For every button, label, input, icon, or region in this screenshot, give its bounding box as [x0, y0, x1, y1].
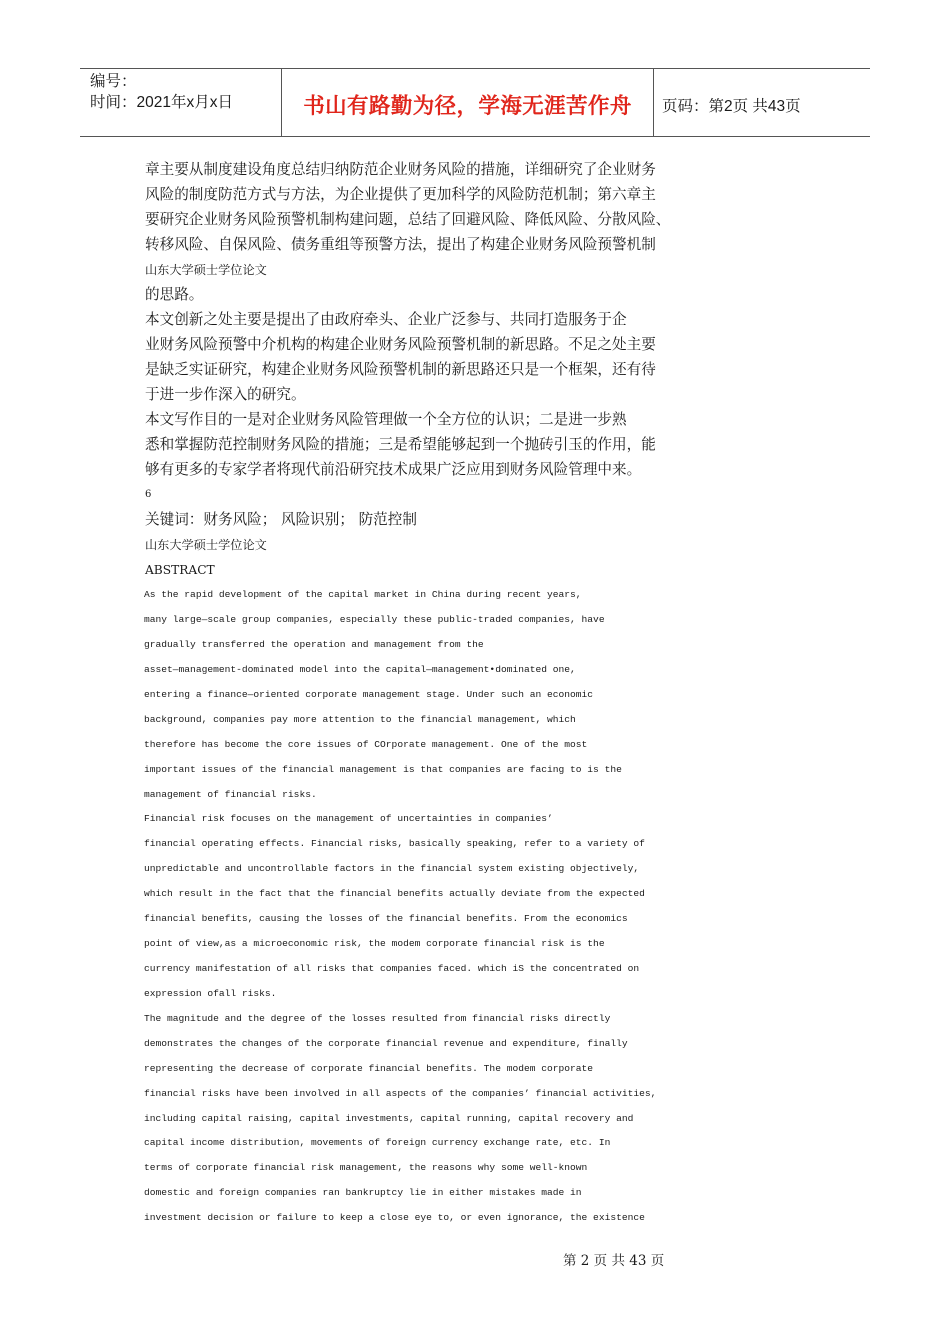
- body-line: 业财务风险预警中介机构的构建企业财务风险预警机制的新思路。不足之处主要: [145, 336, 656, 353]
- abstract-line: domestic and foreign companies ran bankruptcy lie in either mistakes made in: [144, 1187, 582, 1198]
- body-line: 够有更多的专家学者将现代前沿研究技术成果广泛应用到财务风险管理中来。: [145, 461, 642, 478]
- body-line: 本文写作目的一是对企业财务风险管理做一个全方位的认识；二是进一步熟: [145, 411, 627, 428]
- abstract-line: demonstrates the changes of the corporate financial revenue and expenditure, finally: [144, 1038, 628, 1049]
- body-line: 本文创新之处主要是提出了由政府牵头、企业广泛参与、共同打造服务于企: [145, 311, 627, 328]
- page-footer: 第 2 页 共 43 页: [563, 1253, 665, 1269]
- abstract-line: asset—management-dominated model into the capital—management•dominated one,: [144, 664, 576, 675]
- header-page-cell: [654, 69, 870, 136]
- document-number-label: 编号：: [90, 73, 137, 90]
- abstract-line: gradually transferred the operation and management from the: [144, 639, 484, 650]
- body-line: 转移风险、自保风险、债务重组等预警方法，提出了构建企业财务风险预警机制: [145, 236, 656, 253]
- running-head: 山东大学硕士学位论文: [145, 538, 267, 552]
- body-line: 于进一步作深入的研究。: [145, 386, 306, 403]
- abstract-line: capital income distribution, movements of foreign currency exchange rate, etc. In: [144, 1137, 611, 1148]
- abstract-line: entering a finance—oriented corporate management stage. Under such an economic: [144, 689, 594, 700]
- body-line: 悉和掌握防范控制财务风险的措施；三是希望能够起到一个抛砖引玉的作用，能: [145, 436, 656, 453]
- body-line: 风险的制度防范方式与方法，为企业提供了更加科学的风险防范机制；第六章主: [145, 186, 656, 203]
- header-motto-cell: [281, 69, 654, 136]
- abstract-line: terms of corporate financial risk management, the reasons why some well-known: [144, 1162, 588, 1173]
- abstract-line: point of view,as a microeconomic risk, the modem corporate financial risk is the: [144, 938, 605, 949]
- abstract-line: As the rapid development of the capital market in China during recent years,: [144, 589, 582, 600]
- abstract-line: background, companies pay more attention to the financial management, which: [144, 714, 576, 725]
- abstract-line: financial risks have been involved in all aspects of the companies’ financial activities,: [144, 1088, 657, 1099]
- abstract-line: management of financial risks.: [144, 789, 317, 800]
- abstract-line: many large—scale group companies, especially these public-traded companies, have: [144, 614, 605, 625]
- abstract-line: Financial risk focuses on the management of uncertainties in companies’: [144, 813, 553, 824]
- running-head: 山东大学硕士学位论文: [145, 263, 267, 277]
- abstract-line: investment decision or failure to keep a close eye to, or even ignorance, the existence: [144, 1212, 645, 1223]
- abstract-line: therefore has become the core issues of COrporate management. One of the most: [144, 739, 588, 750]
- document-date: 时间：2021年x月x日: [90, 94, 233, 111]
- body-line: 章主要从制度建设角度总结归纳防范企业财务风险的措施，详细研究了企业财务: [145, 161, 656, 178]
- body-line: 要研究企业财务风险预警机制构建问题，总结了回避风险、降低风险、分散风险、: [145, 211, 671, 228]
- header-motto: 书山有路勤为径，学海无涯苦作舟: [303, 94, 632, 119]
- source-page-number: 6: [145, 489, 152, 500]
- abstract-line: representing the decrease of corporate financial benefits. The modem corporate: [144, 1063, 594, 1074]
- abstract-line: currency manifestation of all risks that companies faced. which iS the concentrated on: [144, 963, 640, 974]
- header-page-number: 页码：第2页 共43页: [662, 97, 801, 115]
- keywords-line: 关键词：财务风险； 风险识别； 防范控制: [145, 511, 417, 528]
- abstract-line: which result in the fact that the financial benefits actually deviate from the expected: [144, 888, 645, 899]
- abstract-line: including capital raising, capital investments, capital running, capital recovery and: [144, 1113, 634, 1124]
- abstract-line: financial operating effects. Financial risks, basically speaking, refer to a variety of: [144, 838, 645, 849]
- abstract-line: expression ofall risks.: [144, 988, 277, 999]
- abstract-line: unpredictable and uncontrollable factors in the financial system existing objectively,: [144, 863, 640, 874]
- body-line: 的思路。: [145, 286, 204, 303]
- abstract-line: important issues of the financial management is that companies are facing to is the: [144, 764, 622, 775]
- abstract-line: financial benefits, causing the losses of the financial benefits. From the economics: [144, 913, 628, 924]
- header-meta: [80, 69, 281, 136]
- body-line: 是缺乏实证研究，构建企业财务风险预警机制的新思路还只是一个框架，还有待: [145, 361, 656, 378]
- page-header: [80, 68, 870, 137]
- abstract-heading: ABSTRACT: [145, 563, 215, 577]
- abstract-line: The magnitude and the degree of the losses resulted from financial risks directly: [144, 1013, 611, 1024]
